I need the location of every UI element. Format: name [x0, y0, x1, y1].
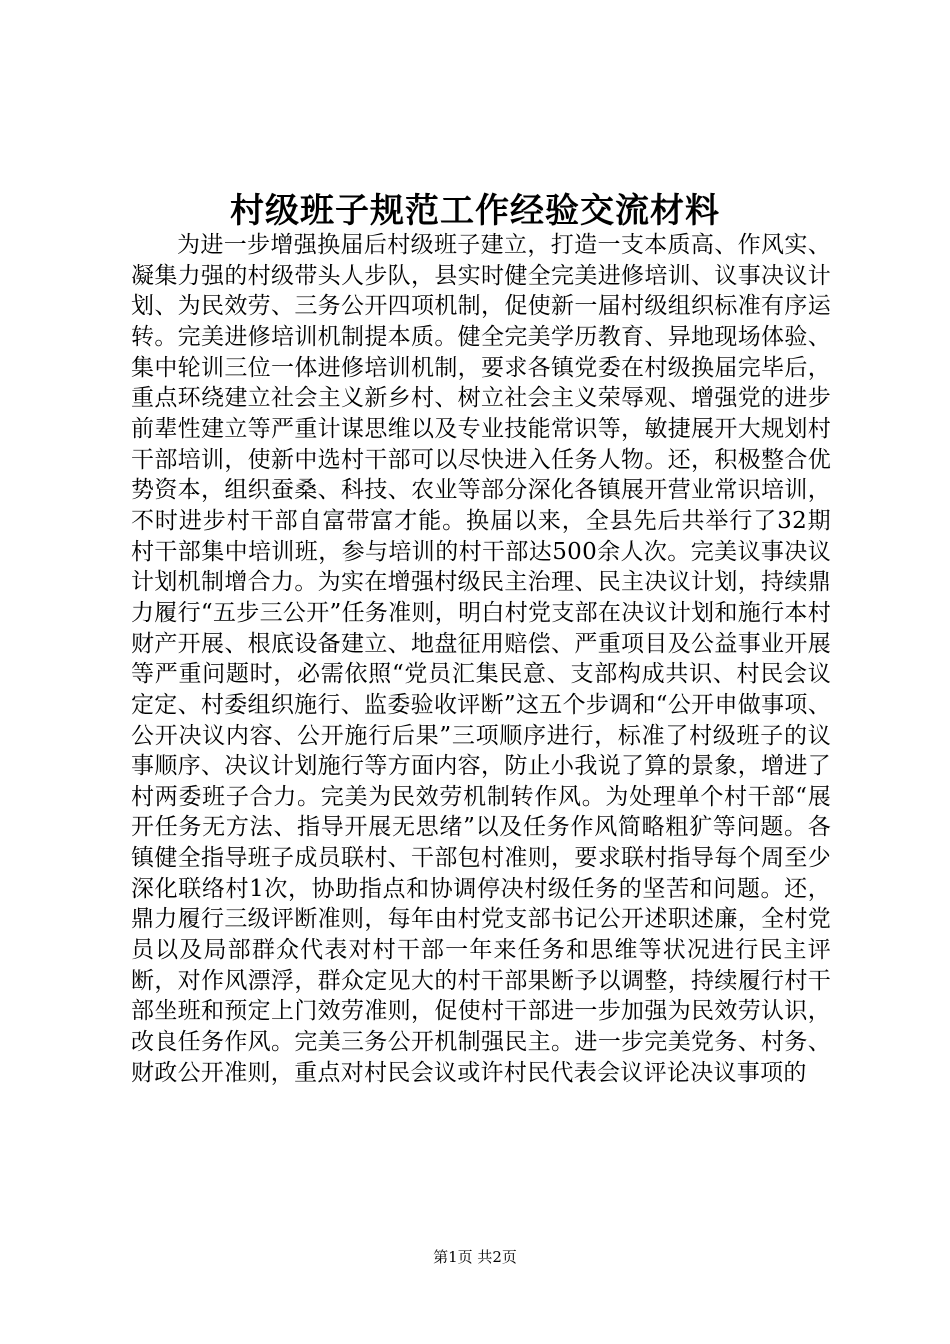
page-indicator: 第1页 共2页 — [433, 1248, 517, 1266]
body-paragraph: 为进一步增强换届后村级班子建立，打造一支本质高、作风实、凝集力强的村级带头人步队，县实时健全完美进修培训、议事决议计划、为民效劳、三务公开四项机制，促使新一届村级组织标准有序运转。完美进修培训机制提本质。健全完美学历教育、异地现场体验、集中轮训三位一体进修培训机制，要求各镇党委在村级换届完毕后，重点环绕建立社会主义新乡村、树立社会主义荣辱观、增强党的进步前辈性建立等严重计谋思维以及专业技能常识等，敏捷展开大规划村干部培训，使新中选村干部可以尽快进入任务人物。还，积极整合优势资本，组织蚕桑、科技、农业等部分深化各镇展开营业常识培训，不时进步村干部自富带富才能。换届以来，全县先后共举行了32期村干部集中培训班，参与培训的村干部达500余人次。完美议事决议计划机制增合力。为实在增强村级民主治理、民主决议计划，持续鼎力履行“五步三公开”任务准则，明白村党支部在决议计划和施行本村财产开展、根底设备建立、地盘征用赔偿、严重项目及公益事业开展等严重问题时，必需依照“党员汇集民意、支部构成共识、村民会议定定、村委组织施行、监委验收评断”这五个步调和“公开申做事项、公开决议内容、公开施行后果”三项顺序进行，标准了村级班子的议事顺序、决议计划施行等方面内容，防止小我说了算的景象，增进了村两委班子合力。完美为民效劳机制转作风。为处理单个村干部“展开任务无方法、指导开展无思绪”以及任务作风简略粗犷等问题。各镇健全指导班子成员联村、干部包村准则，要求联村指导每个周至少深化联络村1次，协助指点和协调停决村级任务的坚苦和问题。还，鼎力履行三级评断准则，每年由村党支部书记公开述职述廉，全村党员以及局部群众代表对村干部一年来任务和思维等状况进行民主评断，对作风漂浮，群众定见大的村干部果断予以调整，持续履行村干部坐班和预定上门效劳准则，促使村干部进一步加强为民效劳认识，改良任务作风。完美三务公开机制强民主。进一步完美党务、村务、财政公开准则，重点对村民会议或许村民代表会议评论决议事项的 — [131, 232, 831, 1086]
page-title: 村级班子规范工作经验交流材料 — [230, 191, 720, 231]
